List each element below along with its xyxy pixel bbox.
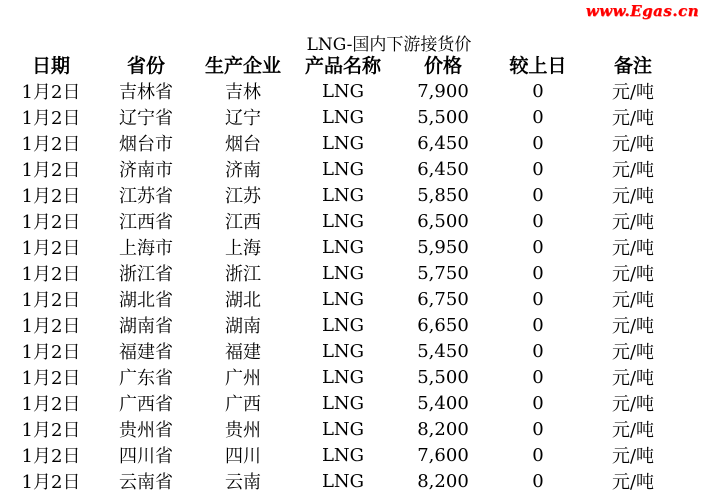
table-cell: 浙江: [225, 264, 261, 285]
table-header-row: [3, 51, 683, 78]
column-header-5: 较上日: [509, 55, 567, 77]
table-row: [3, 416, 683, 442]
table-head: [3, 51, 683, 78]
table-cell: 四川省: [119, 446, 173, 467]
table-cell: 1月2日: [21, 290, 81, 311]
table-cell: 福建: [225, 342, 261, 363]
table-cell: 元/吨: [611, 264, 655, 285]
table-cell: 1月2日: [21, 264, 81, 285]
table-cell: 1月2日: [21, 316, 81, 337]
table-cell: 广州: [225, 368, 261, 389]
table-cell: 烟台市: [119, 134, 173, 155]
table-cell: 浙江省: [119, 264, 173, 285]
table-cell: 元/吨: [611, 108, 655, 129]
table-row: [3, 182, 683, 208]
table-cell: 0: [532, 288, 544, 310]
table-cell: 0: [532, 106, 544, 128]
column-header-4: 价格: [423, 55, 462, 77]
table-cell: 上海市: [119, 238, 173, 259]
table-cell: 湖南: [225, 316, 261, 337]
table-row: [3, 338, 683, 364]
table-cell: 5,850: [417, 184, 469, 206]
table-cell: LNG: [321, 184, 365, 206]
table-cell: 1月2日: [21, 472, 81, 493]
table-cell: 0: [532, 236, 544, 258]
table-cell: 5,500: [417, 106, 469, 128]
table-cell: 四川: [225, 446, 261, 467]
table-cell: 0: [532, 366, 544, 388]
table-cell: 元/吨: [611, 420, 655, 441]
table-cell: 5,500: [417, 366, 469, 388]
table-row: [3, 234, 683, 260]
table-cell: 吉林省: [119, 82, 173, 103]
table-row: [3, 312, 683, 338]
table-row: [3, 390, 683, 416]
table-cell: 0: [532, 340, 544, 362]
table-cell: 0: [532, 444, 544, 466]
table-cell: 济南: [225, 160, 261, 181]
table-cell: 1月2日: [21, 394, 81, 415]
table-row: [3, 260, 683, 286]
table-cell: 江苏省: [119, 186, 173, 207]
table-cell: 1月2日: [21, 342, 81, 363]
table-cell: 江苏: [225, 186, 261, 207]
table-cell: 元/吨: [611, 186, 655, 207]
table-cell: LNG: [321, 106, 365, 128]
table-cell: 0: [532, 314, 544, 336]
table-cell: 元/吨: [611, 368, 655, 389]
table-cell: LNG: [321, 210, 365, 232]
table-cell: 元/吨: [611, 160, 655, 181]
table-cell: 贵州: [225, 420, 261, 441]
table-cell: 云南: [225, 472, 261, 493]
table-cell: 0: [532, 470, 544, 492]
table-cell: LNG: [321, 340, 365, 362]
table-cell: 广西省: [119, 394, 173, 415]
table-body: [3, 78, 683, 494]
table-cell: 0: [532, 418, 544, 440]
table-cell: 0: [532, 262, 544, 284]
table-cell: 0: [532, 132, 544, 154]
table-row: [3, 468, 683, 494]
table-cell: 元/吨: [611, 212, 655, 233]
table-cell: 湖北: [225, 290, 261, 311]
table-cell: LNG: [321, 444, 365, 466]
table-cell: 5,750: [417, 262, 469, 284]
table-cell: 1月2日: [21, 420, 81, 441]
table-cell: 贵州省: [119, 420, 173, 441]
table-cell: 元/吨: [611, 472, 655, 493]
table-cell: 江西省: [119, 212, 173, 233]
table-cell: 福建省: [119, 342, 173, 363]
table-cell: 0: [532, 210, 544, 232]
table-cell: 湖南省: [119, 316, 173, 337]
table-cell: 1月2日: [21, 446, 81, 467]
table-cell: 6,450: [417, 158, 469, 180]
table-cell: LNG: [321, 132, 365, 154]
table-row: [3, 286, 683, 312]
table-cell: 1月2日: [21, 82, 81, 103]
table-cell: 济南市: [119, 160, 173, 181]
table-cell: 6,500: [417, 210, 469, 232]
table-cell: 上海: [225, 238, 261, 259]
table-cell: LNG: [321, 470, 365, 492]
table-cell: 烟台: [225, 134, 261, 155]
table-cell: 6,450: [417, 132, 469, 154]
table-row: [3, 208, 683, 234]
table-cell: 元/吨: [611, 316, 655, 337]
table-cell: 0: [532, 184, 544, 206]
table-cell: LNG: [321, 236, 365, 258]
table-cell: 7,900: [417, 80, 469, 102]
table-cell: 1月2日: [21, 238, 81, 259]
column-header-3: 产品名称: [304, 55, 381, 77]
table-cell: 5,400: [417, 392, 469, 414]
table-cell: 5,950: [417, 236, 469, 258]
table-cell: 湖北省: [119, 290, 173, 311]
table-cell: 云南省: [119, 472, 173, 493]
table-cell: 5,450: [417, 340, 469, 362]
table-cell: LNG: [321, 366, 365, 388]
table-cell: 元/吨: [611, 342, 655, 363]
table-cell: 元/吨: [611, 134, 655, 155]
table-cell: 1月2日: [21, 160, 81, 181]
column-header-0: 日期: [31, 55, 70, 77]
table-cell: 0: [532, 392, 544, 414]
table-cell: 元/吨: [611, 238, 655, 259]
table-cell: LNG: [321, 314, 365, 336]
table-cell: 元/吨: [611, 290, 655, 311]
table-cell: LNG: [321, 288, 365, 310]
lng-price-table: [3, 51, 683, 494]
column-header-2: 生产企业: [204, 55, 281, 77]
table-cell: 辽宁省: [119, 108, 173, 129]
table-cell: 辽宁: [225, 108, 261, 129]
table-row: [3, 364, 683, 390]
table-cell: 江西: [225, 212, 261, 233]
column-header-6: 备注: [613, 55, 652, 77]
table-cell: 1月2日: [21, 368, 81, 389]
table-cell: 元/吨: [611, 446, 655, 467]
table-cell: 广东省: [119, 368, 173, 389]
table-cell: 6,650: [417, 314, 469, 336]
column-header-1: 省份: [126, 55, 165, 77]
page-title: LNG-国内下游接货价: [306, 35, 472, 55]
table-cell: 元/吨: [611, 82, 655, 103]
table-cell: 1月2日: [21, 212, 81, 233]
table-cell: 8,200: [417, 470, 469, 492]
table-cell: 元/吨: [611, 394, 655, 415]
table-row: [3, 130, 683, 156]
table-row: [3, 104, 683, 130]
table-cell: 8,200: [417, 418, 469, 440]
table-cell: LNG: [321, 418, 365, 440]
table-cell: 1月2日: [21, 134, 81, 155]
site-watermark: www.Egas.cn: [585, 2, 699, 20]
table-cell: 1月2日: [21, 108, 81, 129]
table-cell: LNG: [321, 392, 365, 414]
table-cell: 1月2日: [21, 186, 81, 207]
table-cell: LNG: [321, 262, 365, 284]
table-row: [3, 156, 683, 182]
table-cell: 0: [532, 80, 544, 102]
table-cell: 0: [532, 158, 544, 180]
table-row: [3, 78, 683, 104]
table-cell: LNG: [321, 80, 365, 102]
table-row: [3, 442, 683, 468]
table-cell: 6,750: [417, 288, 469, 310]
table-cell: 吉林: [225, 82, 261, 103]
table-cell: 广西: [225, 394, 261, 415]
table-cell: 7,600: [417, 444, 469, 466]
table-cell: LNG: [321, 158, 365, 180]
